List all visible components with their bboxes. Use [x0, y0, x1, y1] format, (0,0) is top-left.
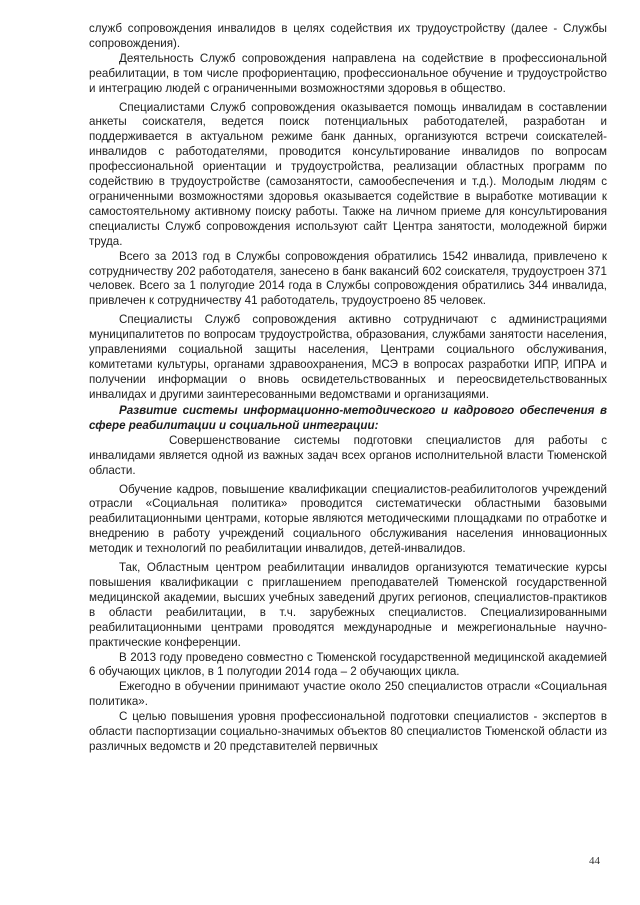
paragraph: служб сопровождения инвалидов в целях содействия их трудоустройству (далее - Службы сопровождения).: [89, 22, 607, 50]
page-number: 44: [589, 855, 600, 867]
paragraph: Так, Областным центром реабилитации инвалидов организуются тематические курсы повышения квалификации с приглашением преподавателей Тюменской государственной медицинской академии, высших учебных заведений других регионов, специалистов-практиков в области реабилитации, в т.ч. зарубежных специалистов. Специализированными реабилитационными центрами проводятся международные и межрегиональные научно-практические конференции.: [89, 561, 607, 649]
paragraph: С целью повышения уровня профессиональной подготовки специалистов - экспертов в области паспортизации социально-значимых объектов 80 специалистов Тюменской области из различных ведомств и 20 представителей первичных: [89, 710, 607, 753]
paragraph: Специалистами Служб сопровождения оказывается помощь инвалидам в составлении анкеты соискателя, ведется поиск потенциальных работодателей, разработан и поддерживается в актуальном режиме банк данных, организуются встречи соискателей-инвалидов с работодателями, проводится консультирование инвалидов по вопросам профессиональной ориентации и трудоустройства, реализации областных программ по содействию в трудоустройстве (самозанятости, самообеспечения и т.д.). Молодым людям с ограниченными возможностями здоровья оказывается содействие в выработке мотивации к самостоятельному активному поиску работы. Также на личном приеме для консультирования специалисты Служб сопровождения используют сайт Центра занятости, молодежной биржи труда.: [89, 100, 607, 248]
paragraph: Деятельность Служб сопровождения направлена на содействие в профессиональной реабилитации, в том числе профориентацию, профессиональное обучение и трудоустройство и интеграцию людей с ограниченными возможностями здоровья в общество.: [89, 51, 607, 95]
document-body: [89, 22, 607, 755]
section-heading: Развитие системы информационно-методического и кадрового обеспечения в сфере реабилитации и социальной интеграции:: [89, 403, 607, 433]
paragraph: Всего за 2013 год в Службы сопровождения обратились 1542 инвалида, привлечено к сотрудничеству 202 работодателя, занесено в банк вакансий 602 соискателя, трудоустроен 371 человек. Всего за 1 полугодие 2014 года в Службы сопровождения обратились 344 инвалида, привлечен к сотрудничеству 41 работодатель, трудоустроено 85 человек.: [89, 249, 607, 308]
paragraph: В 2013 году проведено совместно с Тюменской государственной медицинской академией 6 обучающих циклов, в 1 полугодии 2014 года – 2 обучающих цикла.: [89, 650, 607, 679]
paragraph: Совершенствование системы подготовки специалистов для работы с инвалидами является одной из важных задач всех органов исполнительной власти Тюменской области.: [89, 433, 607, 477]
paragraph: Специалисты Служб сопровождения активно сотрудничают с администрациями муниципалитетов по вопросам трудоустройства, образования, службами занятости населения, управлениями социальной защиты населения, Центрами социального обслуживания, комитетами культуры, органами здравоохранения, МСЭ в вопросах разработки ИПР, ИПРА и получении информации о вновь освидетельствованных и переосвидетельствованных инвалидах и другими заинтересованными ведомствами и организациями.: [89, 313, 607, 401]
paragraph: Ежегодно в обучении принимают участие около 250 специалистов отрасли «Социальная политика».: [89, 680, 607, 709]
paragraph: Обучение кадров, повышение квалификации специалистов-реабилитологов учреждений отрасли «Социальная политика» проводится систематически областными базовыми реабилитационными центрами, которые являются методическими площадками по отработке и внедрению в работу учреждений социального обслуживания населения инновационных методик и технологий по реабилитации инвалидов, детей-инвалидов.: [89, 482, 607, 556]
